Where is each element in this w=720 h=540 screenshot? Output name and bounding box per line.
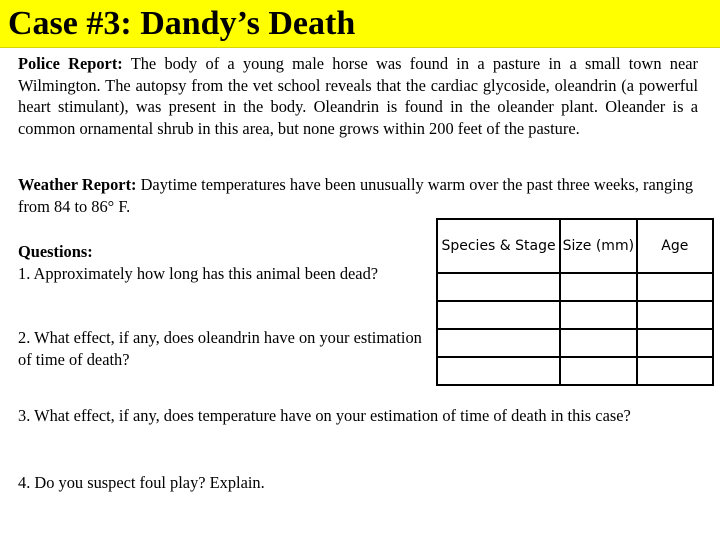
question-2: 2. What effect, if any, does oleandrin have on your estimation of time of death? — [18, 328, 422, 369]
question-4: 4. Do you suspect foul play? Explain. — [18, 473, 265, 492]
table-header-row — [437, 219, 713, 273]
header-size: Size (mm) — [560, 219, 637, 273]
police-report-label: Police Report: — [18, 54, 123, 73]
question-1: 1. Approximately how long has this animal been dead? — [18, 263, 379, 283]
table-cell[interactable] — [560, 301, 637, 329]
evidence-table — [436, 218, 714, 386]
table-cell[interactable] — [560, 357, 637, 385]
title-bar — [0, 0, 720, 48]
table-row — [437, 329, 713, 357]
weather-report-paragraph — [18, 174, 698, 217]
table-cell[interactable] — [437, 357, 560, 385]
question-block-1 — [18, 241, 428, 284]
table-cell[interactable] — [637, 273, 713, 301]
questions-heading: Questions: — [18, 242, 93, 261]
page-title: Case #3: Dandy’s Death — [8, 5, 356, 42]
table-cell[interactable] — [560, 273, 637, 301]
police-report-text: The body of a young male horse was found in a pasture in a small town near Wilmington. The autopsy from the vet school reveals that the cardiac glycoside, oleandrin (a powerful heart stimulant), was present in the body. Oleandrin is found in the oleander plant. Oleander is a common ornamental shrub in this area, but none grows within 200 feet of the pasture. — [18, 54, 699, 138]
table-cell[interactable] — [637, 301, 713, 329]
table-cell[interactable] — [437, 273, 560, 301]
table-cell[interactable] — [637, 329, 713, 357]
header-species-stage: Species & Stage — [437, 219, 560, 273]
table-row — [437, 301, 713, 329]
table-cell[interactable] — [637, 357, 713, 385]
weather-report-label: Weather Report: — [18, 175, 137, 194]
table-cell[interactable] — [437, 301, 560, 329]
question-3: 3. What effect, if any, does temperature have on your estimation of time of death in this case? — [18, 406, 631, 425]
table-row — [437, 357, 713, 385]
table-cell[interactable] — [437, 329, 560, 357]
table-row — [437, 273, 713, 301]
table-cell[interactable] — [560, 329, 637, 357]
header-age: Age — [637, 219, 713, 273]
weather-report-text: Daytime temperatures have been unusually warm over the past three weeks, ranging from 84 to 86° F. — [18, 175, 694, 216]
police-report-paragraph — [18, 53, 698, 139]
